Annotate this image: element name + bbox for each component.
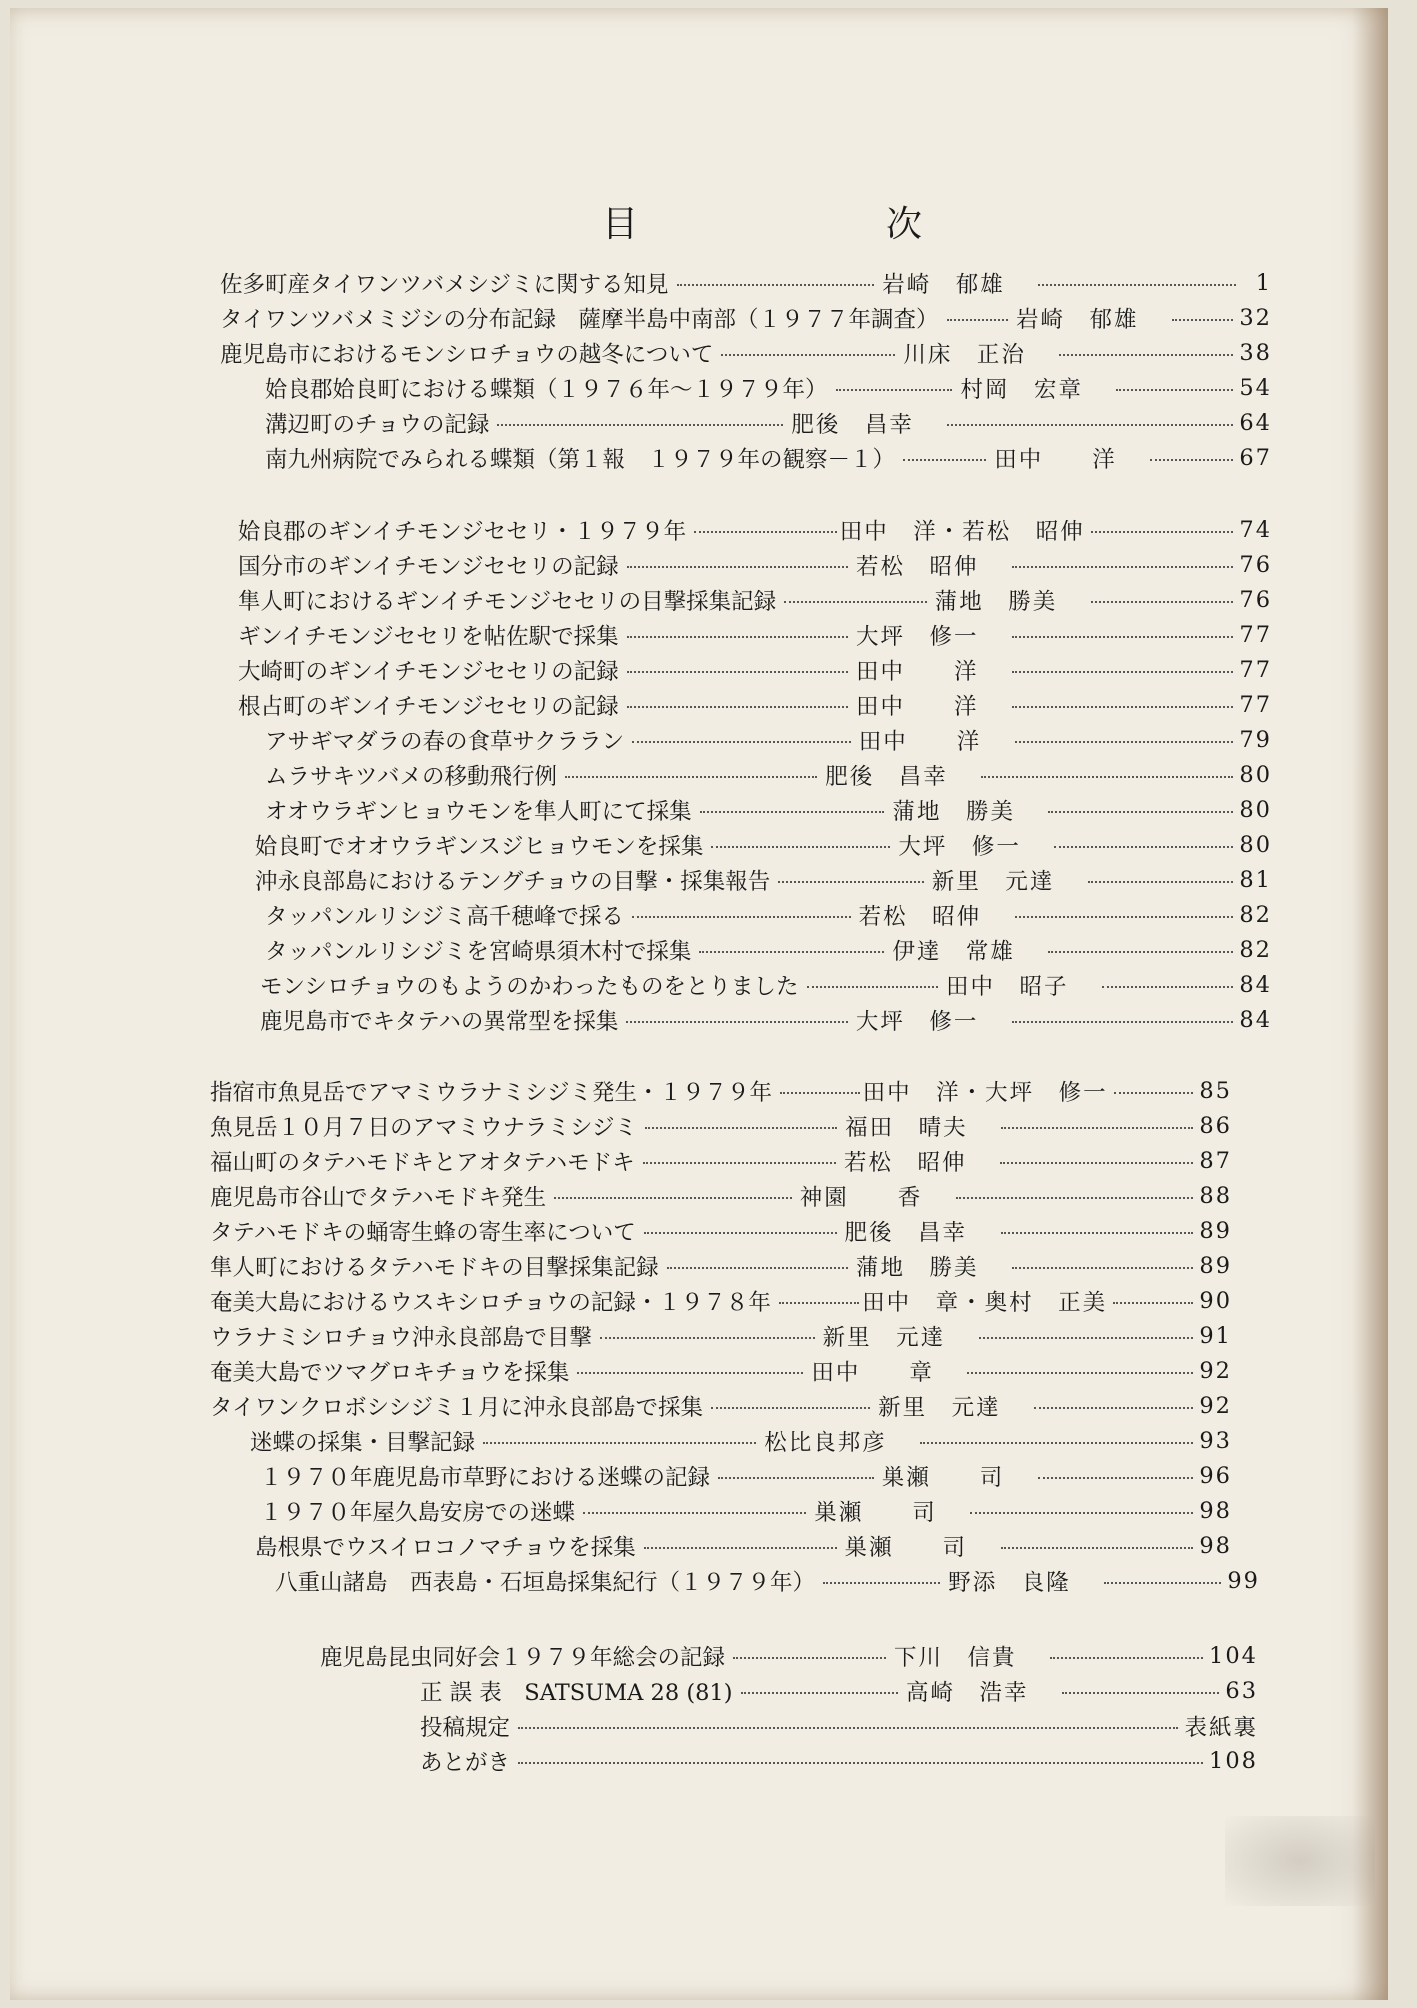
toc-entry-title: 姶良郡のギンイチモンジセセリ・１９７９年: [238, 519, 687, 545]
toc-entry-leader: [1012, 1021, 1233, 1023]
toc-entry-page: 64: [1239, 410, 1272, 436]
toc-entry-title: アサギマダラの春の食草サクララン: [265, 729, 625, 755]
toc-entry-author: 若松 昭伸: [843, 1150, 967, 1176]
toc-entry-author: 田中 章: [811, 1360, 934, 1386]
toc-entry-title: 奄美大島におけるウスキシロチョウの記録・１９７８年: [210, 1290, 771, 1316]
toc-entry: [420, 1709, 1258, 1743]
toc-entry-page: 104: [1209, 1643, 1258, 1669]
toc-entry-leader: [667, 1267, 848, 1269]
toc-entry-author: 若松 昭伸: [855, 554, 979, 580]
toc-entry-author: 田中 洋: [855, 659, 979, 685]
toc-entry-author: 田中 洋・大坪 修一: [862, 1080, 1108, 1106]
toc-entry-title: 島根県でウスイロコノマチョウを採集: [255, 1535, 636, 1561]
toc-entry-title: ムラサキツバメの移動飛行例: [265, 764, 558, 790]
toc-entry-leader: [554, 1197, 792, 1199]
toc-entry-author: 巣瀬 司: [881, 1465, 1005, 1491]
toc-entry-title: 隼人町におけるギンイチモンジセセリの目撃採集記録: [238, 589, 777, 615]
toc-entry-page: 89: [1199, 1253, 1233, 1279]
toc-entry-page: 84: [1239, 1007, 1273, 1033]
toc-entry-leader: [1091, 531, 1234, 533]
toc-entry-page: 80: [1239, 762, 1273, 788]
toc-entry-leader: [497, 424, 783, 426]
toc-entry-author: 田中 洋・若松 昭伸: [839, 519, 1085, 545]
toc-entry-leader: [1059, 354, 1233, 356]
toc-entry-title: タッパンルリシジミを宮崎県須木村で採集: [265, 939, 692, 965]
toc-entry-author: 伊達 常雄: [892, 939, 1015, 965]
toc-entry-author: 田中 洋: [855, 694, 979, 720]
toc-entry-leader: [1116, 389, 1233, 391]
toc-entry: [238, 653, 1272, 687]
toc-entry-page: 108: [1209, 1748, 1258, 1774]
toc-entry-author: 川床 正治: [903, 342, 1026, 368]
toc-entry-title: 魚見岳１０月７日のアマミウナラミシジミ: [210, 1115, 637, 1141]
toc-entry-leader: [1102, 986, 1233, 988]
toc-entry-leader: [627, 566, 848, 568]
toc-entry-author: 肥後 昌幸: [791, 412, 914, 438]
toc-entry-title: ウラナミシロチョウ沖永良部島で目撃: [210, 1325, 592, 1351]
toc-entry-leader: [779, 1302, 859, 1304]
toc-entry-leader: [577, 1372, 803, 1374]
toc-entry-leader: [627, 706, 848, 708]
toc-entry-leader: [903, 459, 986, 461]
toc-entry-title: 国分市のギンイチモンジセセリの記録: [238, 554, 619, 580]
toc-entry-title: タイワンクロボシシジミ１月に沖永良部島で採集: [210, 1395, 703, 1421]
toc-entry-leader: [632, 916, 851, 918]
toc-entry-leader: [1048, 951, 1233, 953]
toc-entry-title: 鹿児島昆虫同好会１９７９年総会の記録: [320, 1645, 726, 1671]
toc-entry: [238, 548, 1272, 582]
toc-entry-leader: [644, 1232, 837, 1234]
toc-entry-leader: [1050, 1657, 1203, 1659]
toc-entry-title: 鹿児島市におけるモンシロチョウの越冬について: [220, 342, 714, 368]
toc-entry-leader: [565, 776, 817, 778]
toc-entry-page: 74: [1239, 517, 1273, 543]
toc-entry-leader: [1000, 1162, 1193, 1164]
toc-entry-title: 鹿児島市谷山でタテハモドキ発生: [210, 1185, 547, 1211]
toc-entry-author: 大坪 修一: [855, 1009, 979, 1035]
toc-entry-leader: [1114, 1092, 1194, 1094]
toc-entry: [220, 301, 1272, 335]
toc-entry-page: 67: [1239, 445, 1272, 471]
toc-entry-page: 54: [1239, 375, 1272, 401]
toc-entry-leader: [1048, 811, 1233, 813]
toc-entry-page: 93: [1199, 1428, 1232, 1454]
toc-entry-author: 蒲地 勝美: [934, 589, 1058, 615]
toc-entry-leader: [1001, 1547, 1194, 1549]
toc-entry-title: オオウラギンヒョウモンを隼人町にて採集: [265, 799, 692, 825]
toc-entry-leader: [836, 389, 953, 391]
toc-entry-page: 76: [1239, 552, 1273, 578]
toc-entry-leader: [1001, 1232, 1194, 1234]
toc-entry: [260, 1003, 1272, 1037]
toc-entry-leader: [1015, 741, 1234, 743]
toc-entry-leader: [711, 1407, 870, 1409]
toc-entry-page: 1: [1255, 270, 1273, 296]
toc-entry-leader: [1012, 706, 1233, 708]
toc-entry-leader: [1012, 566, 1233, 568]
toc-entry-page: 63: [1225, 1678, 1259, 1704]
toc-entry-page: 84: [1239, 972, 1272, 998]
toc-entry-leader: [1012, 671, 1233, 673]
toc-entry: [265, 441, 1272, 475]
toc-entry-leader: [700, 811, 885, 813]
toc-entry-title: 姶良町でオオウラギンスジヒョウモンを採集: [255, 834, 704, 860]
toc-entry-leader: [967, 1372, 1193, 1374]
toc-entry-leader: [1001, 1127, 1193, 1129]
toc-entry-author: 村岡 宏章: [960, 377, 1083, 403]
toc-entry-leader: [1054, 846, 1233, 848]
toc-entry-leader: [823, 1582, 940, 1584]
toc-entry-title: 迷蝶の採集・目撃記録: [250, 1430, 476, 1456]
page-title: [602, 196, 922, 247]
toc-entry: [210, 1319, 1232, 1353]
toc-entry-title: 八重山諸島 西表島・石垣島採集紀行（１９７９年）: [275, 1570, 816, 1596]
toc-entry-author: 高崎 浩幸: [905, 1680, 1029, 1706]
toc-entry-leader: [600, 1337, 815, 1339]
toc-entry-leader: [483, 1442, 756, 1444]
toc-entry-page: 80: [1239, 832, 1273, 858]
toc-entry-title: 姶良郡姶良町における蝶類（１９７６年〜１９７９年）: [265, 377, 828, 403]
toc-entry-author: 神園 香: [799, 1185, 923, 1211]
toc-entry: [210, 1249, 1232, 1283]
toc-entry: [220, 266, 1272, 300]
toc-entry: [210, 1214, 1232, 1248]
toc-entry-leader: [947, 424, 1233, 426]
toc-entry-author: 新里 元達: [931, 869, 1055, 895]
toc-entry-title: 鹿児島市でキタテハの異常型を採集: [260, 1009, 619, 1035]
toc-entry-leader: [733, 1657, 886, 1659]
toc-entry-leader: [956, 1197, 1194, 1199]
toc-entry-page: 32: [1239, 305, 1272, 331]
toc-entry-title: 投稿規定: [420, 1715, 511, 1741]
toc-entry-author: 野添 良隆: [948, 1570, 1071, 1596]
paper-stain: [1225, 1816, 1375, 1906]
toc-entry-author: 岩崎 郁雄: [882, 272, 1005, 298]
toc-entry-title: タイワンツバメミジシの分布記録 薩摩半島中南部（１９７７年調査）: [220, 307, 939, 333]
toc-entry-title: ギンイチモンジセセリを帖佐駅で採集: [238, 624, 619, 650]
toc-entry: [255, 1529, 1232, 1563]
toc-entry-author: 新里 元達: [878, 1395, 1001, 1421]
toc-entry: [260, 968, 1272, 1002]
toc-entry: [210, 1284, 1232, 1318]
toc-entry-author: 田中 昭子: [945, 974, 1069, 1000]
toc-entry-author: 蒲地 勝美: [892, 799, 1015, 825]
toc-entry: [210, 1109, 1232, 1143]
toc-entry-title: あとがき: [420, 1750, 511, 1776]
toc-entry-leader: [1012, 1267, 1193, 1269]
toc-entry-leader: [807, 986, 938, 988]
toc-entry: [265, 898, 1272, 932]
toc-entry-leader: [1104, 1582, 1221, 1584]
toc-entry-page: 77: [1239, 692, 1273, 718]
toc-entry-author: 田中 洋: [858, 729, 982, 755]
toc-entry: [255, 828, 1272, 862]
toc-entry-leader: [518, 1727, 1178, 1729]
toc-entry-leader: [1091, 601, 1234, 603]
toc-entry: [260, 1459, 1232, 1493]
toc-entry-title: 佐多町産タイワンツバメシジミに関する知見: [220, 272, 669, 298]
toc-entry-page: 82: [1239, 937, 1272, 963]
toc-entry: [320, 1639, 1258, 1673]
toc-entry: [238, 583, 1272, 617]
toc-entry-leader: [627, 636, 848, 638]
toc-entry: [255, 863, 1272, 897]
toc-entry-title: モンシロチョウのもようのかわったものをとりました: [260, 974, 799, 1000]
toc-entry-author: 大坪 修一: [898, 834, 1021, 860]
toc-entry-leader: [784, 601, 927, 603]
toc-entry-leader: [627, 671, 848, 673]
toc-entry: [265, 793, 1272, 827]
toc-entry-author: 肥後 昌幸: [825, 764, 948, 790]
toc-entry-leader: [981, 776, 1233, 778]
toc-entry-leader: [1034, 1407, 1193, 1409]
toc-entry-page: 77: [1239, 622, 1273, 648]
toc-entry: [250, 1424, 1232, 1458]
toc-entry-leader: [970, 1512, 1193, 1514]
toc-entry-leader: [1038, 1477, 1194, 1479]
toc-entry: [265, 406, 1272, 440]
toc-entry-leader: [626, 1021, 847, 1023]
toc-entry-author: 田中 洋: [994, 447, 1117, 473]
toc-entry-author: 福田 晴夫: [845, 1115, 968, 1141]
toc-entry-leader: [518, 1762, 1203, 1764]
toc-entry-leader: [644, 1547, 837, 1549]
toc-entry: [210, 1389, 1232, 1423]
toc-entry-leader: [780, 1092, 860, 1094]
title-char-1: 目: [602, 204, 639, 245]
toc-entry: [260, 1494, 1232, 1528]
toc-entry-leader: [632, 741, 851, 743]
toc-entry-title: 指宿市魚見岳でアマミウラナミシジミ発生・１９７９年: [210, 1080, 772, 1106]
toc-entry-leader: [1150, 459, 1233, 461]
toc-entry-leader: [694, 531, 837, 533]
toc-entry: [420, 1674, 1258, 1708]
toc-entry-title: 根占町のギンイチモンジセセリの記録: [238, 694, 619, 720]
toc-entry-leader: [718, 1477, 874, 1479]
toc-entry-title: 隼人町におけるタテハモドキの目撃採集記録: [210, 1255, 659, 1281]
toc-entry-title: １９７０年鹿児島市草野における迷蝶の記録: [260, 1465, 711, 1491]
toc-entry-leader: [721, 354, 895, 356]
toc-entry-author: 若松 昭伸: [858, 904, 982, 930]
toc-entry: [265, 371, 1272, 405]
toc-entry: [265, 758, 1272, 792]
toc-entry: [265, 723, 1272, 757]
toc-entry-leader: [1172, 319, 1233, 321]
toc-entry-title: 奄美大島でツマグロキチョウを採集: [210, 1360, 570, 1386]
toc-entry-title: 南九州病院でみられる蝶類（第１報 １９７９年の観察－１）: [265, 447, 896, 473]
toc-entry-author: 田中 章・奥村 正美: [862, 1290, 1108, 1316]
toc-entry-leader: [778, 881, 924, 883]
toc-entry-page: 91: [1199, 1323, 1232, 1349]
toc-entry-title: 沖永良部島におけるテングチョウの目撃・採集報告: [255, 869, 771, 895]
toc-entry: [238, 513, 1272, 547]
toc-entry-leader: [1015, 916, 1234, 918]
toc-entry-page: 81: [1239, 867, 1272, 893]
toc-entry-leader: [1062, 1692, 1219, 1694]
toc-entry-page: 38: [1239, 340, 1272, 366]
toc-entry-title: 大崎町のギンイチモンジセセリの記録: [238, 659, 619, 685]
toc-entry-leader: [1088, 881, 1234, 883]
toc-entry-page: 82: [1239, 902, 1272, 928]
toc-entry-page: 76: [1239, 587, 1273, 613]
toc-entry-leader: [699, 951, 884, 953]
toc-entry-page: 98: [1199, 1498, 1232, 1524]
toc-entry: [420, 1744, 1258, 1778]
toc-entry-leader: [1113, 1302, 1193, 1304]
toc-entry-author: 肥後 昌幸: [844, 1220, 968, 1246]
toc-entry-page: 90: [1199, 1288, 1233, 1314]
toc-entry-leader: [677, 284, 875, 286]
toc-entry-leader: [947, 319, 1008, 321]
toc-entry-leader: [920, 1442, 1193, 1444]
toc-entry-leader: [643, 1162, 836, 1164]
toc-entry-title: 溝辺町のチョウの記録: [265, 412, 490, 438]
toc-entry-title: 福山町のタテハモドキとアオタテハモドキ: [210, 1150, 635, 1176]
document-page: [10, 8, 1388, 2000]
toc-entry-page: 86: [1199, 1113, 1232, 1139]
toc-entry-leader: [583, 1512, 806, 1514]
toc-entry: [238, 688, 1272, 722]
toc-entry: [210, 1074, 1232, 1108]
toc-entry-page: 99: [1227, 1568, 1260, 1594]
toc-entry: [275, 1564, 1260, 1598]
page-edge-shadow: [1352, 8, 1388, 2000]
toc-entry-page: 92: [1199, 1393, 1232, 1419]
toc-entry-leader: [1038, 284, 1236, 286]
toc-entry-title: タッパンルリシジミ高千穂峰で採る: [265, 904, 624, 930]
toc-entry: [210, 1354, 1232, 1388]
toc-entry-page: 92: [1199, 1358, 1232, 1384]
toc-entry-page: 表紙裏: [1184, 1715, 1258, 1741]
toc-entry: [238, 618, 1272, 652]
toc-entry-leader: [741, 1692, 898, 1694]
toc-entry-author: 新里 元達: [822, 1325, 946, 1351]
toc-entry-title: １９７０年屋久島安房での迷蝶: [260, 1500, 576, 1526]
toc-entry-title: タテハモドキの蛹寄生蜂の寄生率について: [210, 1220, 636, 1246]
toc-entry-author: 下川 信貴: [894, 1645, 1017, 1671]
toc-entry-page: 80: [1239, 797, 1272, 823]
toc-entry-author: 松比良邦彦: [764, 1430, 887, 1456]
title-char-2: 次: [885, 204, 922, 245]
toc-entry-author: 巣瀬 司: [844, 1535, 968, 1561]
toc-entry-leader: [979, 1337, 1194, 1339]
toc-entry: [210, 1144, 1232, 1178]
toc-entry-page: 96: [1199, 1463, 1232, 1489]
toc-entry-author: 岩崎 郁雄: [1015, 307, 1139, 333]
toc-entry-page: 85: [1199, 1078, 1232, 1104]
toc-entry-title: 正 誤 表 SATSUMA 28 (81): [420, 1680, 733, 1706]
toc-entry-page: 77: [1239, 657, 1273, 683]
toc-entry: [210, 1179, 1232, 1213]
toc-entry-author: 巣瀬 司: [814, 1500, 937, 1526]
toc-entry-page: 89: [1199, 1218, 1232, 1244]
toc-entry: [220, 336, 1272, 370]
toc-entry-page: 98: [1199, 1533, 1232, 1559]
toc-entry-leader: [711, 846, 890, 848]
toc-entry-page: 87: [1199, 1148, 1232, 1174]
toc-entry-author: 大坪 修一: [855, 624, 979, 650]
toc-entry-leader: [1012, 636, 1233, 638]
toc-entry-page: 79: [1239, 727, 1272, 753]
toc-entry: [265, 933, 1272, 967]
toc-entry-page: 88: [1199, 1183, 1233, 1209]
toc-entry-author: 蒲地 勝美: [856, 1255, 979, 1281]
toc-entry-leader: [645, 1127, 837, 1129]
